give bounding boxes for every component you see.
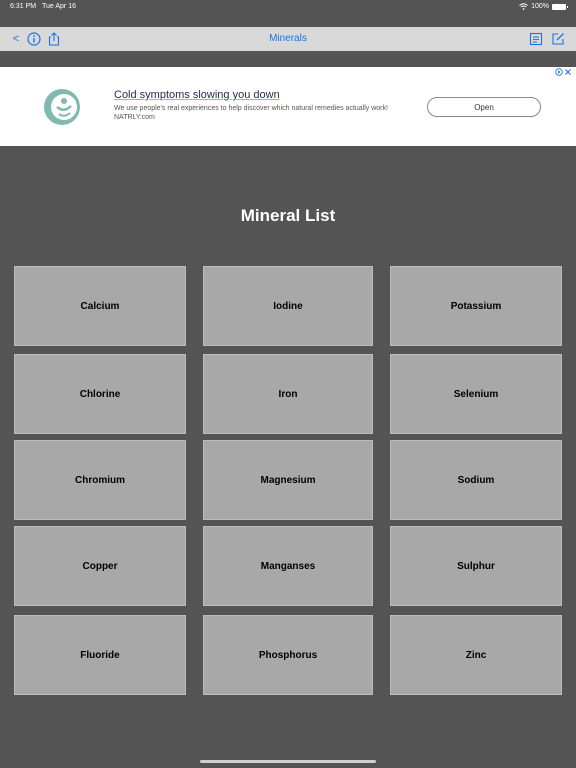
mineral-tile-sulphur[interactable]: Sulphur — [390, 526, 562, 606]
status-time: 6:31 PM — [10, 3, 37, 10]
mineral-tile-iron[interactable]: Iron — [203, 354, 373, 434]
ad-badges — [555, 68, 572, 76]
mineral-tile-chromium[interactable]: Chromium — [14, 440, 186, 520]
mineral-tile-potassium[interactable]: Potassium — [390, 266, 562, 346]
mineral-tile-phosphorus[interactable]: Phosphorus — [203, 615, 373, 695]
mineral-tile-sodium[interactable]: Sodium — [390, 440, 562, 520]
mineral-tile-fluoride[interactable]: Fluoride — [14, 615, 186, 695]
mineral-tile-copper[interactable]: Copper — [14, 526, 186, 606]
ad-title[interactable]: Cold symptoms slowing you down — [114, 89, 280, 101]
mineral-tile-iodine[interactable]: Iodine — [203, 266, 373, 346]
mineral-tile-manganses[interactable]: Manganses — [203, 526, 373, 606]
battery-icon — [552, 4, 566, 10]
status-date: Tue Apr 16 — [42, 3, 76, 10]
ad-open-button[interactable]: Open — [427, 97, 541, 117]
mineral-tile-calcium[interactable]: Calcium — [14, 266, 186, 346]
edit-icon — [551, 32, 565, 46]
close-icon[interactable] — [564, 68, 572, 76]
status-right — [519, 3, 566, 10]
mineral-tile-magnesium[interactable]: Magnesium — [203, 440, 373, 520]
back-button[interactable]: < — [12, 33, 20, 45]
mineral-tile-chlorine[interactable]: Chlorine — [14, 354, 186, 434]
edit-button[interactable] — [550, 31, 566, 47]
notes-button[interactable] — [528, 31, 544, 47]
notes-icon — [529, 32, 543, 46]
adchoices-icon[interactable] — [555, 68, 563, 76]
mineral-tile-selenium[interactable]: Selenium — [390, 354, 562, 434]
ad-banner[interactable] — [0, 67, 576, 146]
ad-body: We use people's real experiences to help discover which natural remedies actually work! NATRLY.com — [114, 105, 388, 121]
status-bar — [0, 0, 576, 26]
wifi-icon — [519, 3, 528, 10]
battery-percent: 100% — [531, 3, 549, 10]
nav-bar — [0, 27, 576, 51]
natrly-logo-icon — [42, 87, 82, 127]
home-indicator[interactable] — [200, 760, 376, 763]
mineral-tile-zinc[interactable]: Zinc — [390, 615, 562, 695]
page-title: Mineral List — [240, 206, 336, 225]
nav-title: Minerals — [269, 33, 307, 44]
